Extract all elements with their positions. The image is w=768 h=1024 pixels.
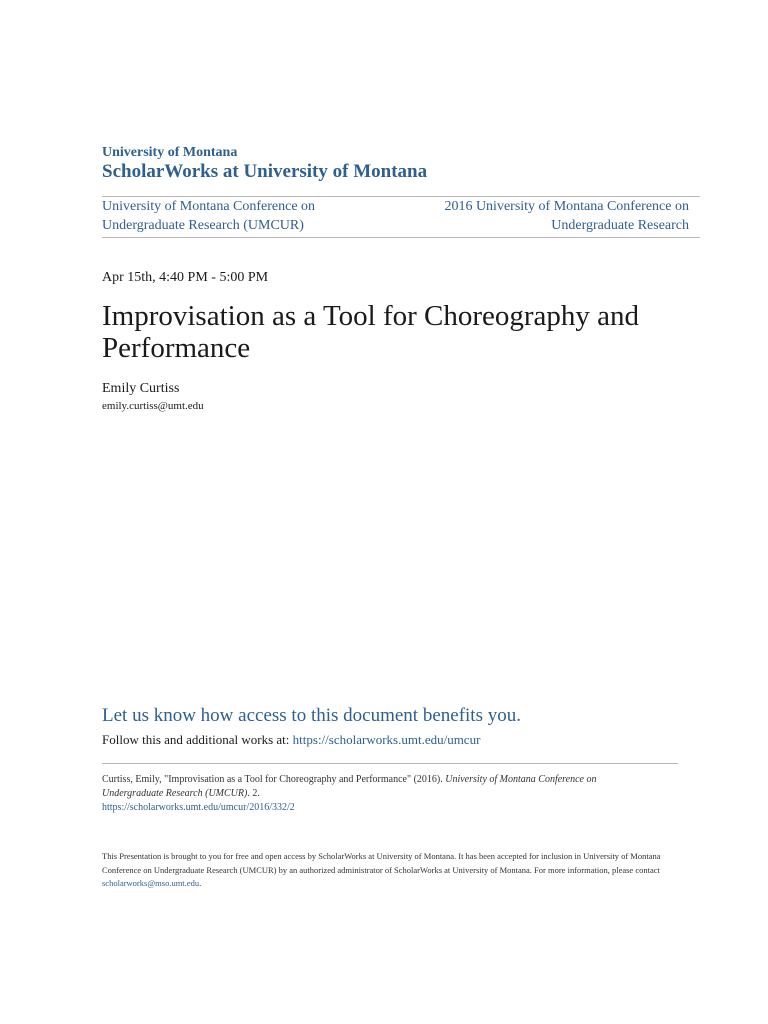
contact-email-link[interactable]: scholarworks@mso.umt.edu [102, 878, 200, 888]
citation-journal-line2: Undergraduate Research (UMCUR) [102, 788, 248, 799]
follow-link[interactable]: https://scholarworks.umt.edu/umcur [292, 732, 481, 747]
citation-rule [102, 763, 678, 764]
collection-left-line1: University of Montana Conference on [102, 199, 316, 214]
paper-title-line2: Performance [102, 332, 251, 364]
paper-title [102, 300, 662, 364]
citation-journal-line1: University of Montana Conference on [445, 774, 597, 785]
access-statement [102, 850, 672, 891]
statement-end: . [199, 878, 202, 888]
repository-name[interactable]: ScholarWorks at University of Montana [102, 161, 428, 182]
citation-suffix: . 2. [247, 788, 260, 799]
citation-url[interactable]: https://scholarworks.umt.edu/umcur/2016/332/2 [102, 802, 295, 813]
collection-right-link[interactable] [369, 197, 689, 235]
collection-left-link[interactable] [102, 197, 382, 235]
author-name: Emily Curtiss [102, 381, 180, 396]
author-email: emily.curtiss@umt.edu [102, 400, 204, 412]
collection-right-line2: Undergraduate Research [551, 218, 689, 233]
citation-prefix: Curtiss, Emily, "Improvisation as a Tool for Choreography and Performance" (2016). [102, 774, 446, 785]
follow-text [102, 732, 480, 748]
institution-name[interactable]: University of Montana [102, 145, 238, 160]
follow-label: Follow this and additional works at: [102, 732, 293, 747]
collection-right-line1: 2016 University of Montana Conference on [444, 199, 689, 214]
paper-title-line1: Improvisation as a Tool for Choreography and [102, 300, 640, 332]
citation-block [102, 773, 662, 815]
statement-text: This Presentation is brought to you for free and open access by ScholarWorks at University of Montana. It has been accepted for inclusion in University of Montana Conference on Undergraduate Research (UMCUR) by an authorized administrator of ScholarWorks at University of Montana. For more information, please contact [102, 851, 661, 875]
collection-left-line2: Undergraduate Research (UMCUR) [102, 218, 304, 233]
bottom-rule [102, 237, 700, 238]
event-date: Apr 15th, 4:40 PM - 5:00 PM [102, 270, 269, 285]
benefit-link[interactable]: Let us know how access to this document benefits you. [102, 705, 521, 726]
